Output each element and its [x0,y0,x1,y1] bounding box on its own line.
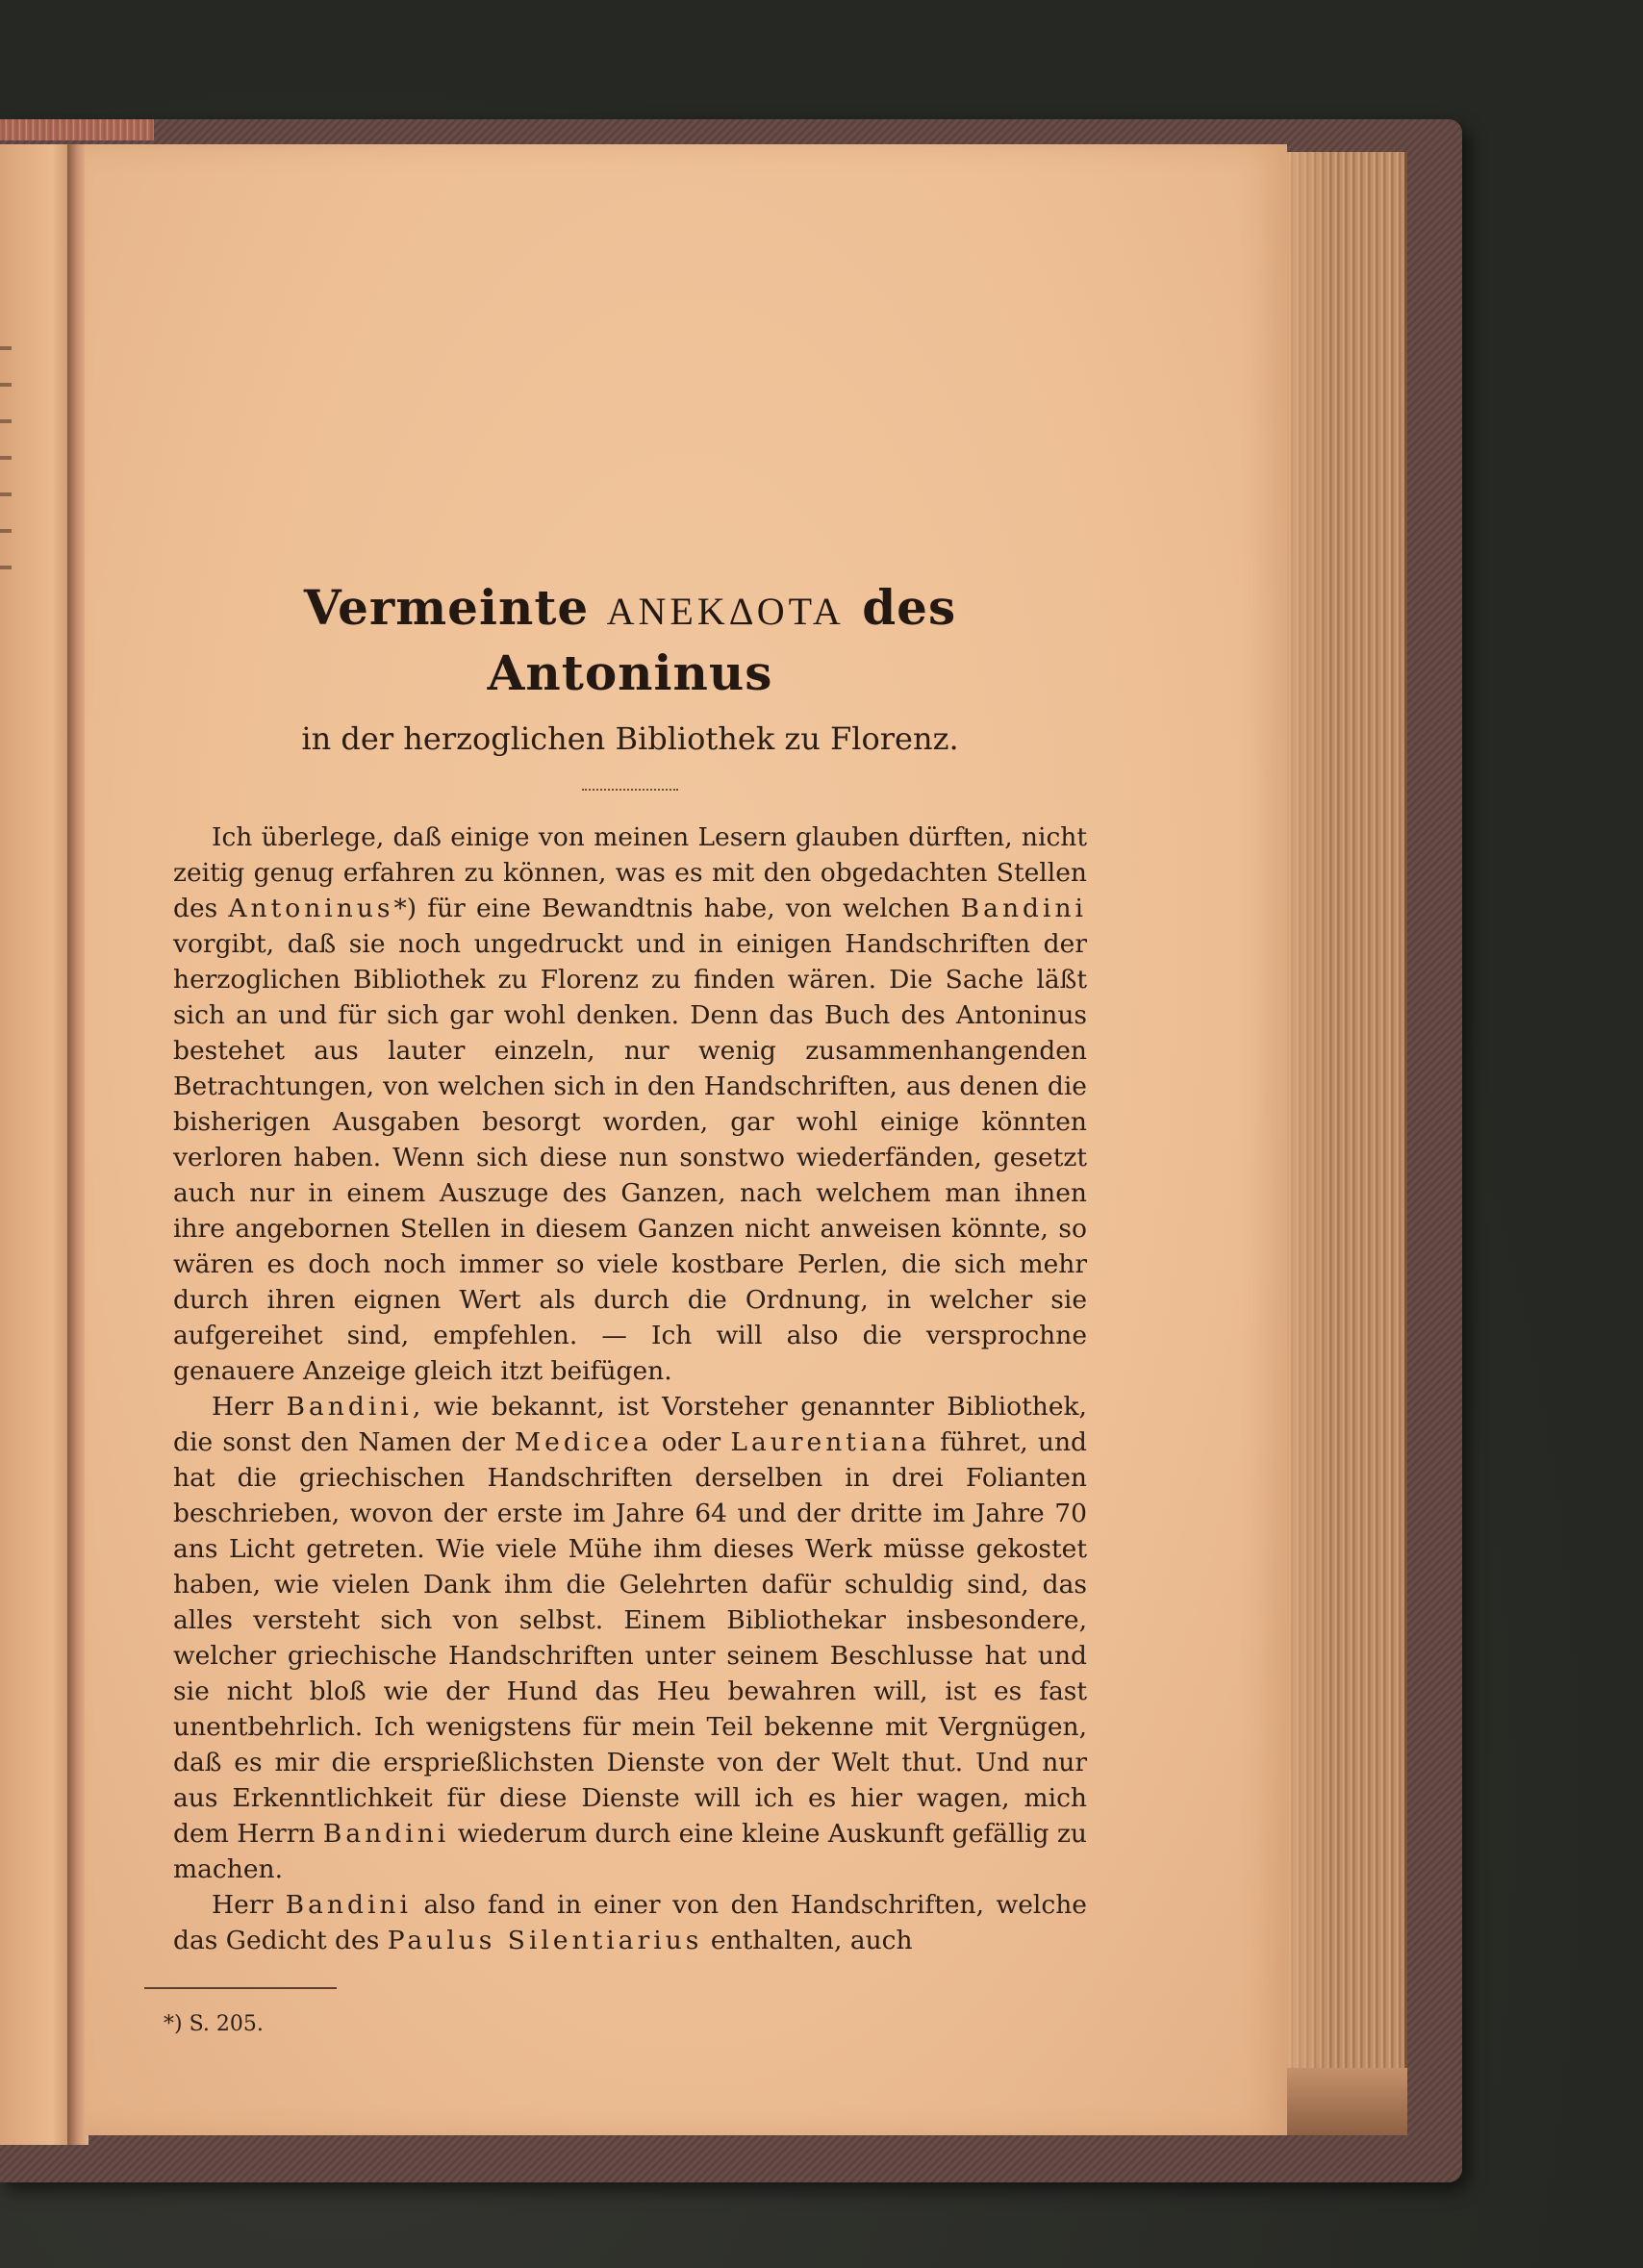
paragraph-2-text-e: wiederum durch eine kleine Auskunft gefällig zu machen. [173,1819,1087,1884]
title-divider [582,789,678,791]
footnote: *) S. 205. [164,2012,264,2036]
paragraph-3-name-paulus: Paulus Silentiarius [387,1926,703,1955]
cover-top-edge [0,119,154,140]
title-part2: des Antoninus [487,579,957,701]
page-text-block [164,577,1087,2039]
previous-page-text-marks [0,346,12,596]
paragraph-1-text-a: Ich überlege, daß einige von meinen Lesern glauben dürften, nicht zeitig genug erfahren zu können, was es mit den obgedachten Stellen des [173,822,1087,923]
title-greek: ΑΝΕΚΔΟΤΑ [606,590,845,633]
page-title [173,577,1087,704]
paragraph-3 [173,1887,1087,1958]
paragraph-3-text-a: Herr [212,1890,286,1920]
paragraph-1-name-bandini: Bandini [960,894,1087,923]
previous-page-edge [0,144,77,2145]
paragraph-3-text-b: also fand in einer von den Handschriften, welche das Gedicht des [173,1890,1087,1955]
footnote-rule [144,1987,337,1989]
page-edges-bottom [1279,2068,1407,2135]
paragraph-1-text-c: vorgibt, daß sie noch ungedruckt und in einigen Handschriften der herzoglichen Bibliothek zu Florenz zu finden wären. Die Sache läßt sich an und für sich gar wohl denken. Denn das Buch des Antoninus bestehet aus lauter einzeln, nur wenig zusammenhangenden Betrachtungen, von welchen sich in den Handschriften, aus denen die bisherigen Ausgaben besorgt worden, gar wohl einige könnten verloren haben. Wenn sich diese nun sonstwo wiederfänden, gesetzt auch nur in einem Auszuge des Ganzen, nach welchem man ihnen ihre angebornen Stellen in diesem Ganzen nicht anweisen könnte, so wären es doch noch immer so viele kostbare Perlen, die sich mehr durch ihren eignen Wert als durch die Ordnung, in welcher sie aufgereihet sind, empfehlen. — Ich will also die versprochne genauere Anzeige gleich itzt beifügen. [173,929,1087,1386]
paragraph-2 [173,1389,1087,1887]
title-part1: Vermeinte [303,579,590,636]
paragraph-1-text-b: *) für eine Bewandtnis habe, von welchen [393,894,961,923]
paragraph-2-text-a: Herr [212,1392,287,1422]
paragraph-2-text-c: oder [651,1427,731,1457]
paragraph-2-text-b: , wie bekannt, ist Vorsteher genannter Bibliothek, die sonst den Namen der [173,1392,1087,1457]
paragraph-2-name-laurentiana: Laurentiana [730,1427,931,1457]
paragraph-1-name-antoninus: Antoninus [228,894,394,923]
paragraph-2-name-bandini-2: Bandini [322,1819,450,1849]
paragraph-2-name-bandini: Bandini [286,1392,413,1422]
paragraph-2-name-medicea: Medicea [515,1427,652,1457]
paragraph-3-text-c: enthalten, auch [702,1926,913,1955]
paragraph-2-text-d: führet, und hat die griechischen Handschriften derselben in drei Folianten beschrieben, wovon der erste im Jahre 64 und der dritte im Jahre 70 ans Licht getreten. Wie viele Mühe ihm dieses Werk müsse gekostet haben, wie vielen Dank ihm die Gelehrten dafür schuldig sind, das alles versteht sich von selbst. Einem Bibliothekar insbesondere, welcher griechische Handschriften unter seinem Beschlusse hat und sie nicht bloß wie der Hund das Heu bewahren will, ist es fast unentbehrlich. Ich wenigstens für mein Teil bekenne mit Vergnügen, daß es mir die ersprießlichsten Dienste von der Welt thut. Und nur aus Erkenntlichkeit für diese Dienste will ich es hier wagen, mich dem Herrn [173,1427,1087,1849]
page-subtitle: in der herzoglichen Bibliothek zu Florenz. [301,720,959,757]
paragraph-3-name-bandini: Bandini [285,1890,412,1920]
body-text [173,819,1087,1958]
paragraph-1 [173,819,1087,1389]
